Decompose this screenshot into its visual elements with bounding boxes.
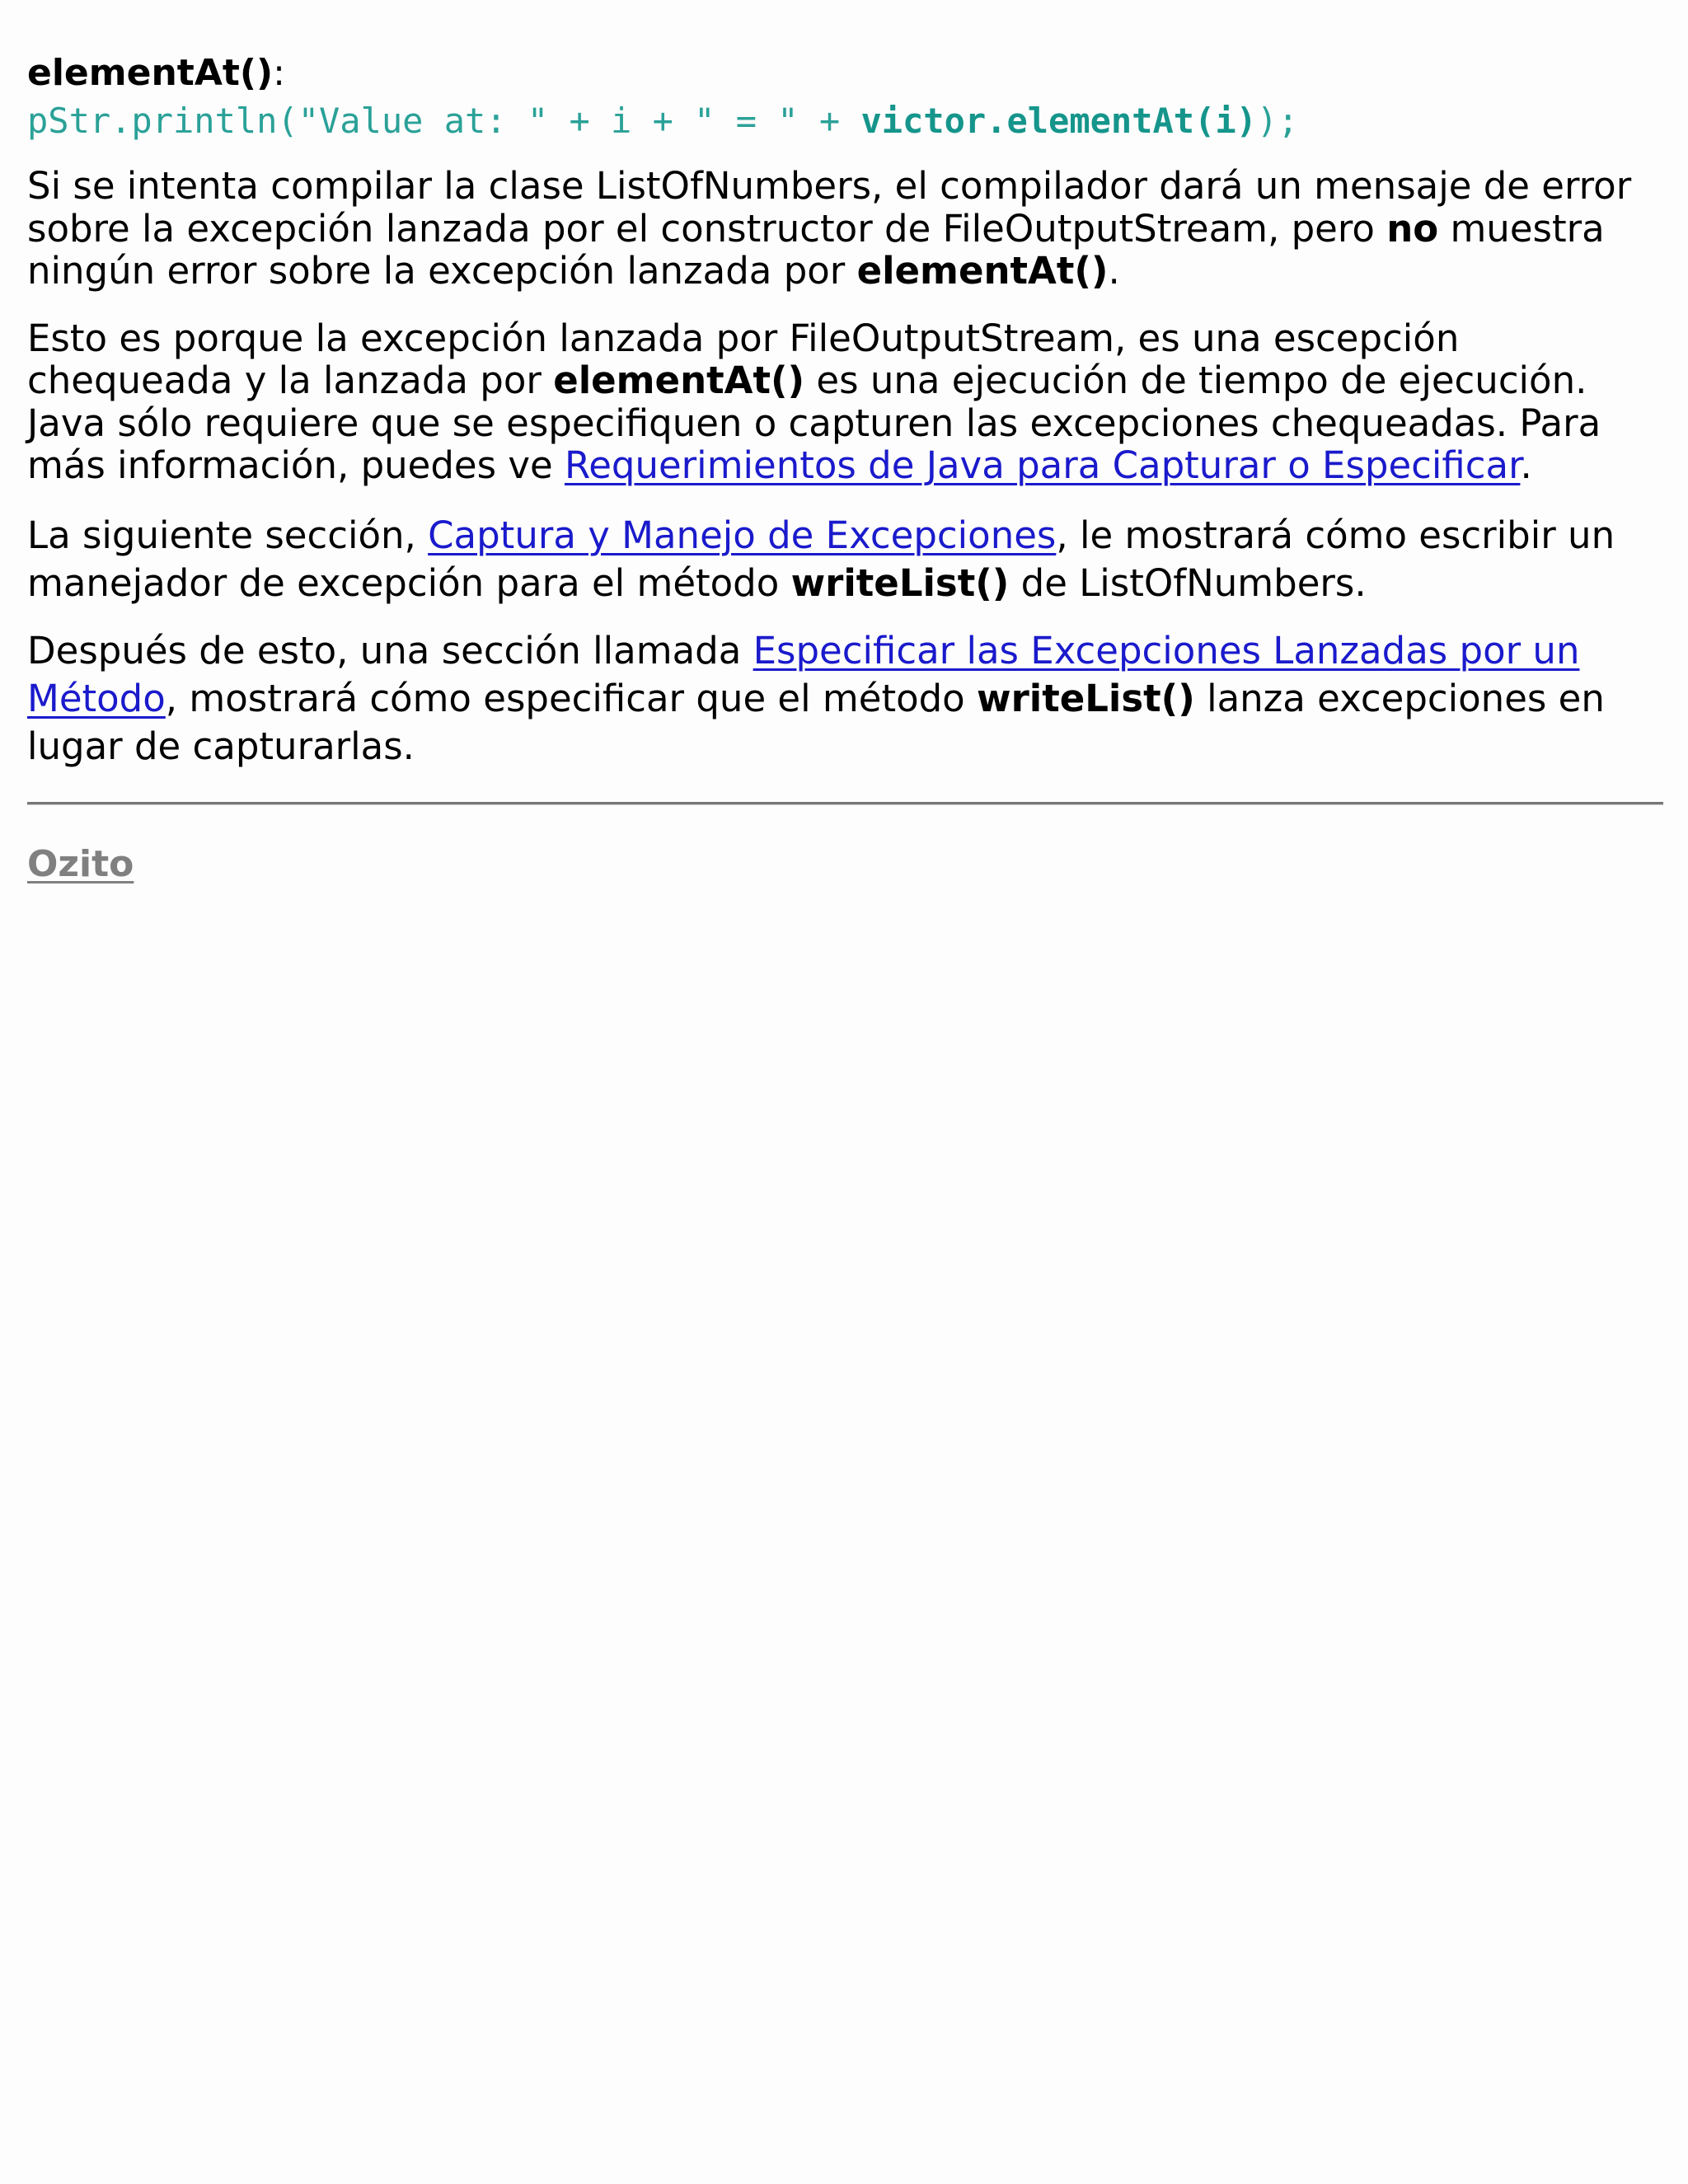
paragraph-text: es una ejecución de tiempo de ejecución. Java sólo requiere que se especifiquen o capturen las excepciones chequeadas. Para más información, puedes ve xyxy=(27,359,1601,487)
bold-method-name: elementAt() xyxy=(856,249,1109,293)
bold-method-name: elementAt() xyxy=(553,359,805,402)
horizontal-divider xyxy=(27,802,1663,805)
paragraph-text: . xyxy=(1108,249,1120,293)
code-highlight: victor.elementAt(i) xyxy=(860,101,1257,141)
paragraph-compile-error xyxy=(27,165,1663,293)
code-snippet xyxy=(27,97,1663,145)
bold-method-name: writeList() xyxy=(977,676,1195,720)
heading-colon: : xyxy=(273,52,285,94)
paragraph-specify-section xyxy=(27,627,1663,771)
section-heading xyxy=(27,49,1663,97)
document-page xyxy=(27,49,1663,885)
paragraph-text: La siguiente sección, xyxy=(27,513,429,557)
paragraph-text: . xyxy=(1520,443,1532,487)
code-prefix: pStr.println("Value at: " + i + " = " + xyxy=(27,101,861,141)
paragraph-text: Después de esto, una sección llamada xyxy=(27,628,753,673)
link-catch-handle-exceptions[interactable]: Captura y Manejo de Excepciones xyxy=(428,513,1057,557)
bold-no: no xyxy=(1386,206,1439,251)
code-suffix: ); xyxy=(1256,101,1299,141)
paragraph-checked-exceptions xyxy=(27,317,1663,487)
paragraph-text: Si se intenta compilar la clase ListOfNumbers, el compilador dará un mensaje de error sobre la excepción lanzada por el constructor de FileOutputStream, pero xyxy=(27,164,1632,251)
link-java-requirements[interactable]: Requerimientos de Java para Capturar o Especificar xyxy=(564,443,1521,487)
paragraph-text: Esto es porque la excepción lanzada por FileOutputStream, es una escepción chequeada y la lanzada por xyxy=(27,316,1460,402)
paragraph-text: de ListOfNumbers. xyxy=(1009,560,1367,605)
footer-link-ozito[interactable]: Ozito xyxy=(27,842,134,885)
paragraph-text: muestra ningún error sobre la excepción lanzada por xyxy=(27,206,1605,293)
link-specify-exceptions[interactable]: Especificar las Excepciones Lanzadas por un Método xyxy=(27,628,1580,720)
paragraph-text: , mostrará cómo especificar que el método xyxy=(165,676,978,720)
bold-method-name: writeList() xyxy=(790,560,1010,605)
heading-method-name: elementAt() xyxy=(27,52,274,94)
paragraph-next-section xyxy=(27,512,1663,607)
paragraph-text: , le mostrará cómo escribir un manejador de excepción para el método xyxy=(27,513,1615,605)
paragraph-text: lanza excepciones en lugar de capturarlas. xyxy=(27,676,1605,768)
